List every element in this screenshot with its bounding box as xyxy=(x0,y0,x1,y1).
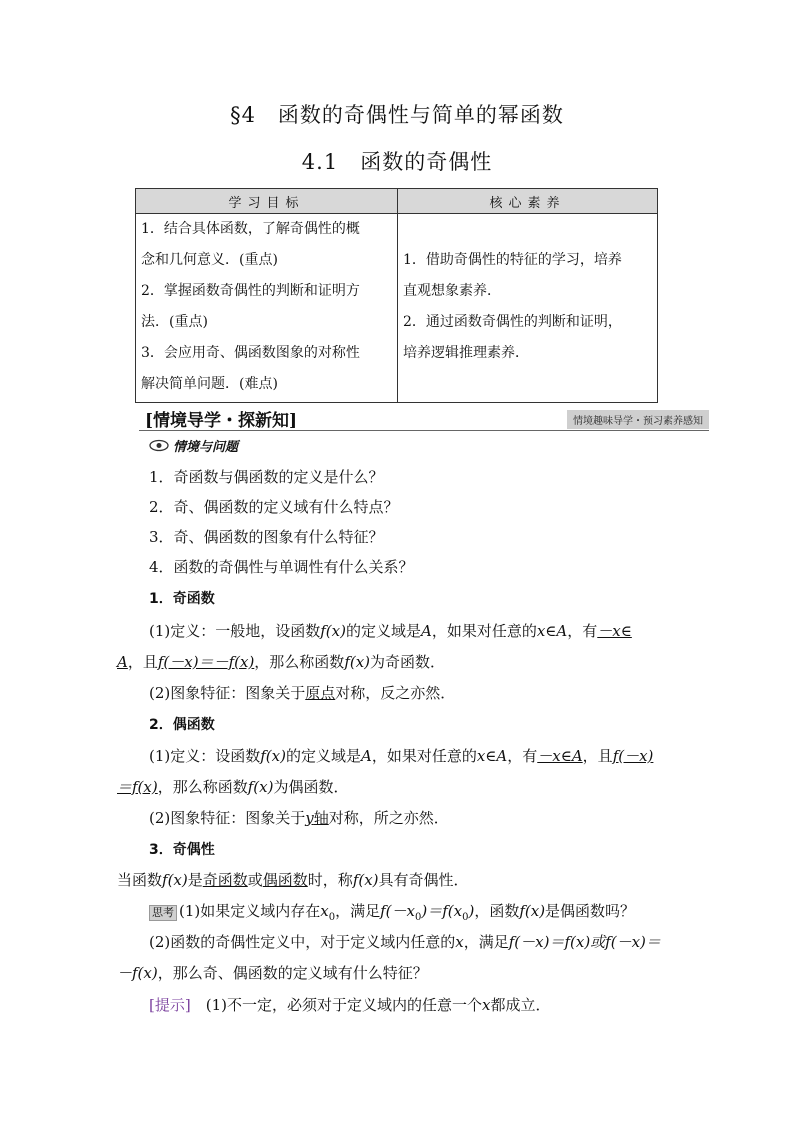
text: x xyxy=(481,996,491,1014)
text: 0 xyxy=(414,912,422,923)
text: 具有奇偶性． xyxy=(378,871,469,889)
question-item: 1．奇函数与偶函数的定义是什么？ xyxy=(149,468,384,486)
text: 为奇函数． xyxy=(370,653,446,671)
text: ，有 xyxy=(567,622,598,640)
answer-blank: 奇函数 xyxy=(202,871,248,889)
answer-blank: －x∈ xyxy=(597,622,632,640)
text: f(x) xyxy=(247,778,274,796)
text: A xyxy=(360,747,372,765)
sub-heading-label: 情境与问题 xyxy=(173,440,239,455)
answer-blank: 轴 xyxy=(313,809,329,827)
hint-label: [提示] xyxy=(149,996,191,1014)
text: (2)函数的奇偶性定义中，对于定义域内任意的 xyxy=(149,933,456,951)
literacy-line: 直观想象素养． xyxy=(403,283,501,299)
section-tag: 情境趣味导学・预习素养感知 xyxy=(567,410,709,429)
think-badge: 思考 xyxy=(149,905,177,921)
literacy-header: 核心素养 xyxy=(398,189,658,214)
text: 都成立． xyxy=(490,996,551,1014)
learning-goals-table xyxy=(135,188,658,403)
parity-heading: 3．奇偶性 xyxy=(149,842,215,858)
text: (1)不一定，必须对于定义域内的任意一个 xyxy=(190,996,482,1014)
goal-line: 念和几何意义．(重点) xyxy=(141,252,278,268)
text: ，那么称函数 xyxy=(254,653,345,671)
literacy-cell xyxy=(398,214,658,403)
text: ，那么称函数 xyxy=(157,778,248,796)
answer-blank: f(－x) xyxy=(612,747,654,765)
text: －f(x) xyxy=(117,964,158,982)
text: f(－x xyxy=(380,902,415,920)
page-title: §4 函数的奇偶性与简单的幂函数 xyxy=(230,103,564,127)
answer-blank: 原点 xyxy=(305,684,336,702)
table-row xyxy=(136,214,658,403)
odd-def-line2 xyxy=(117,652,445,672)
text: 0 xyxy=(328,912,336,923)
sub-heading xyxy=(149,436,238,455)
text: 是 xyxy=(187,871,203,889)
even-graph-line xyxy=(149,808,449,828)
text: (2)图象特征：图象关于 xyxy=(149,809,306,827)
question-item: 3．奇、偶函数的图象有什么特征？ xyxy=(149,528,384,546)
goal-line: 3．会应用奇、偶函数图象的对称性 xyxy=(141,345,360,361)
text: A xyxy=(420,622,432,640)
think-question-2-line1 xyxy=(149,932,661,952)
answer-blank: A xyxy=(117,653,128,671)
page-subtitle: 4.1 函数的奇偶性 xyxy=(301,150,493,174)
answer-blank: f(－x)＝－f(x) xyxy=(157,653,255,671)
text: f(x) xyxy=(344,653,371,671)
answer-blank: ＝f(x) xyxy=(117,778,158,796)
think-question-2-line2 xyxy=(117,963,428,983)
text: x xyxy=(455,933,464,951)
answer-blank: －x∈A xyxy=(537,747,583,765)
answer-blank: 偶函数 xyxy=(262,871,308,889)
text: f(x) xyxy=(519,902,546,920)
text: ，满足 xyxy=(463,933,509,951)
text: ，且 xyxy=(582,747,613,765)
question-item: 2．奇、偶函数的定义域有什么特点？ xyxy=(149,498,399,516)
odd-def-line1 xyxy=(149,621,632,641)
text: 或 xyxy=(247,871,263,889)
section-header xyxy=(139,406,709,431)
odd-graph-line xyxy=(149,683,455,703)
text: x∈A xyxy=(536,622,568,640)
literacy-line: 1．借助奇偶性的特征的学习，培养 xyxy=(403,252,622,268)
text: (1)定义：一般地，设函数 xyxy=(149,622,321,640)
text: ，函数 xyxy=(474,902,520,920)
text: 为偶函数． xyxy=(273,778,349,796)
text: x xyxy=(320,902,329,920)
text: 对称，反之亦然． xyxy=(335,684,456,702)
text: (1)如果定义域内存在 xyxy=(179,902,321,920)
text: 的定义域是 xyxy=(345,622,421,640)
text: f(x) xyxy=(320,622,346,640)
odd-function-heading: 1．奇函数 xyxy=(149,591,215,607)
hint-line xyxy=(149,995,550,1015)
text: f(x) xyxy=(260,747,286,765)
text: ) xyxy=(468,902,475,920)
question-item: 4．函数的奇偶性与单调性有什么关系？ xyxy=(149,558,414,576)
text: (2)图象特征：图象关于 xyxy=(149,684,306,702)
goal-line: 解决简单问题．(难点) xyxy=(141,376,278,392)
goal-line: 1．结合具体函数，了解奇偶性的概 xyxy=(141,221,360,237)
goal-line: 法．(重点) xyxy=(141,314,208,330)
text: )＝f(x xyxy=(421,902,463,920)
text: ，且 xyxy=(127,653,158,671)
text: ，那么奇、偶函数的定义域有什么特征？ xyxy=(157,964,428,982)
text: ，满足 xyxy=(335,902,381,920)
parity-line xyxy=(117,870,469,890)
text: f(x) xyxy=(352,871,379,889)
eye-icon xyxy=(149,439,169,452)
table-header-row xyxy=(136,189,658,214)
text: 对称，所之亦然． xyxy=(328,809,449,827)
text: x∈A xyxy=(476,747,508,765)
think-question-1 xyxy=(149,901,635,928)
text: f(x) xyxy=(162,871,188,889)
even-function-heading: 2．偶函数 xyxy=(149,717,215,733)
text: ，有 xyxy=(507,747,538,765)
text: ，如果对任意的 xyxy=(431,622,537,640)
goals-header: 学习目标 xyxy=(136,189,398,214)
text: (1)定义：设函数 xyxy=(149,747,261,765)
section-title: [情境导学・探新知] xyxy=(145,411,298,431)
text: ，如果对任意的 xyxy=(371,747,477,765)
text: 的定义域是 xyxy=(285,747,361,765)
text: 时，称 xyxy=(307,871,353,889)
even-def-line2 xyxy=(117,777,348,797)
answer-blank: y xyxy=(305,809,314,827)
text: 当函数 xyxy=(117,871,163,889)
even-def-line1 xyxy=(149,746,653,766)
literacy-line: 2．通过函数奇偶性的判断和证明， xyxy=(403,314,622,330)
literacy-line: 培养逻辑推理素养． xyxy=(403,345,529,361)
text: 是偶函数吗？ xyxy=(545,902,636,920)
goals-cell xyxy=(136,214,398,403)
goal-line: 2．掌握函数奇偶性的判断和证明方 xyxy=(141,283,360,299)
text: f(－x)＝f(x)或f(－x)＝ xyxy=(508,933,661,951)
text: 0 xyxy=(462,912,469,923)
